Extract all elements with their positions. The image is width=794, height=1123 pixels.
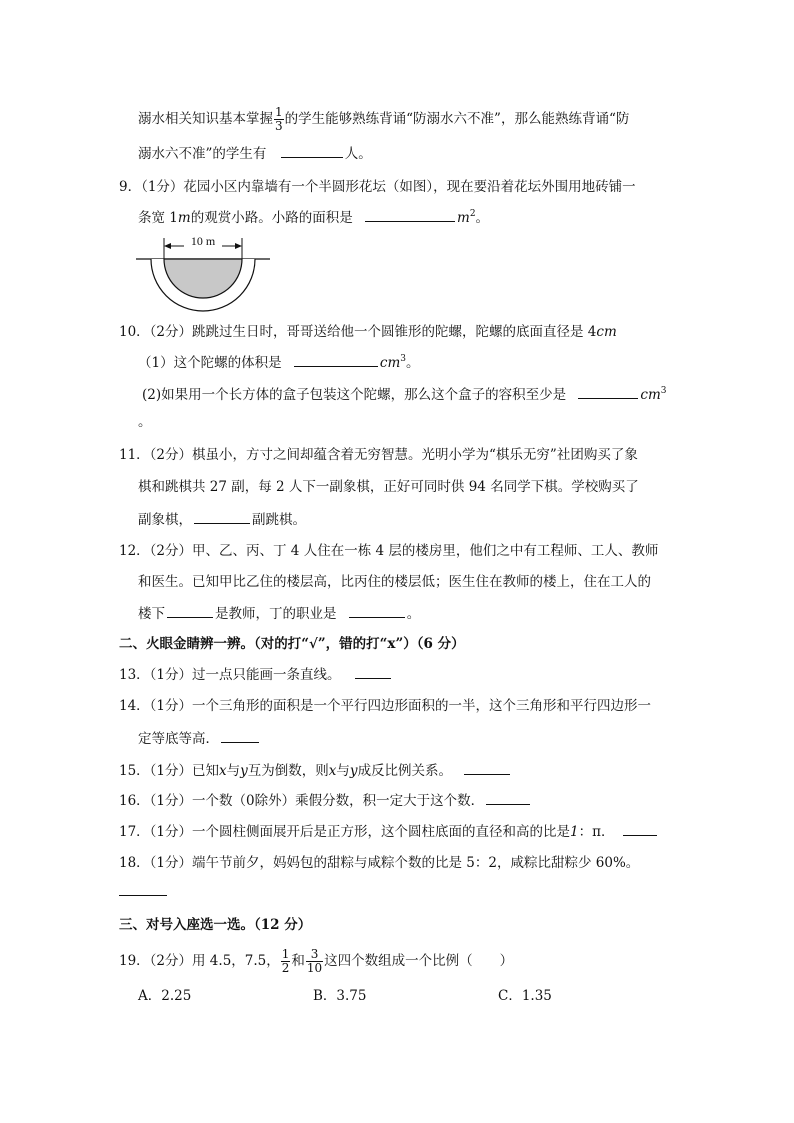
answer-blank[interactable] [349, 603, 405, 618]
q11-line1: 11．（2分）棋虽小，方寸之间却蕴含着无穷智慧。光明小学为“棋乐无穷”社团购买了象 [119, 447, 638, 463]
answer-blank[interactable] [167, 603, 213, 618]
q12-line3: 楼下 是教师，丁的职业是 。 [138, 603, 420, 624]
q11-line3: 副象棋， 副跳棋。 [138, 509, 306, 530]
q10-line4: 。 [138, 414, 152, 430]
fraction-three-tenths: $\frac{3}{10}$ [306, 947, 323, 975]
answer-blank[interactable] [221, 728, 259, 743]
q17: 17．（1分）一个圆柱侧面展开后是正方形，这个圆柱底面的直径和高的比是1：π． [119, 821, 659, 842]
answer-blank[interactable] [281, 143, 343, 158]
q16: 16．（1分）一个数（0除外）乘假分数，积一定大于这个数． [119, 790, 532, 811]
q10-line2: （1）这个陀螺的体积是 $cm^3$。 [138, 354, 420, 371]
q12-line1: 12．（2分）甲、乙、丙、丁 4 人住在一栋 4 层的楼房里，他们之中有工程师、工人、教师 [119, 543, 659, 559]
arrow-left-icon [164, 243, 171, 249]
fraction-one-third: $\frac{1}{3}$ [275, 105, 283, 133]
answer-blank[interactable] [365, 207, 455, 222]
q9-line1: 9．（1分）花园小区内靠墙有一个半圆形花坛（如图），现在要沿着花坛外围用地砖铺一 [119, 179, 636, 195]
q13: 13．（1分）过一点只能画一条直线。 [119, 664, 393, 685]
q11-line2: 棋和跳棋共 27 副，每 2 人下一副象棋，正好可同时供 94 名同学下棋。学校购买了 [138, 479, 639, 495]
answer-blank[interactable] [623, 821, 657, 836]
q14-line1: 14．（1分）一个三角形的面积是一个平行四边形面积的一半，这个三角形和平行四边形一 [119, 698, 652, 714]
arrow-right-icon [235, 243, 242, 249]
answer-blank[interactable] [578, 384, 638, 399]
q8-line2: 溺水六不准”的学生有 人。 [138, 143, 372, 164]
q14-line2: 定等底等高． [138, 728, 261, 749]
answer-blank[interactable] [486, 790, 530, 805]
q15: 15．（1分）已知x与y互为倒数，则x与y成反比例关系。 [119, 760, 512, 781]
answer-blank[interactable] [194, 509, 250, 524]
q19-option-b[interactable]: B．3.75 [313, 988, 367, 1004]
fraction-one-half: $\frac{1}{2}$ [281, 947, 290, 975]
q12-line2: 和医生。已知甲比乙住的楼层高，比丙住的楼层低；医生住在教师的楼上，住在工人的 [138, 574, 651, 590]
section-3-heading: 三、对号入座选一选。（12 分） [119, 917, 312, 933]
q19-option-c[interactable]: C．1.35 [498, 988, 552, 1004]
q8-line1: 溺水相关知识基本掌握 $\frac{1}{3}$ 的学生能够熟练背诵“防溺水六不准”，那么能熟练背诵“防 [138, 105, 630, 133]
q10-line3: (2)如果用一个长方体的盒子包装这个陀螺，那么这个盒子的容积至少是 $cm^3$ [142, 386, 667, 403]
q18-answer-row [119, 881, 167, 902]
answer-blank[interactable] [119, 881, 167, 896]
section-2-heading: 二、火眼金睛辨一辨。（对的打“√”，错的打“x”）（6 分） [119, 636, 465, 652]
q9-line2: 条宽 1m的观赏小路。小路的面积是 $m^2$。 [138, 209, 490, 226]
diameter-label: 10 m [190, 234, 216, 248]
q19: 19．（2分）用 4.5，7.5， $\frac{1}{2}$ 和 $\frac{3}{10}$ 这四个数组成一个比例（ ） [119, 947, 514, 975]
semicircle-garden-diagram [136, 232, 276, 312]
answer-blank[interactable] [294, 352, 378, 367]
q10-line1: 10．（2分）跳跳过生日时，哥哥送给他一个圆锥形的陀螺，陀螺的底面直径是 4cm [119, 324, 617, 340]
answer-blank[interactable] [355, 664, 391, 679]
q19-option-a[interactable]: A．2.25 [138, 988, 192, 1004]
answer-blank[interactable] [464, 760, 510, 775]
q18: 18．（1分）端午节前夕，妈妈包的甜粽与咸粽个数的比是 5：2，咸粽比甜粽少 60%。 [119, 855, 640, 871]
